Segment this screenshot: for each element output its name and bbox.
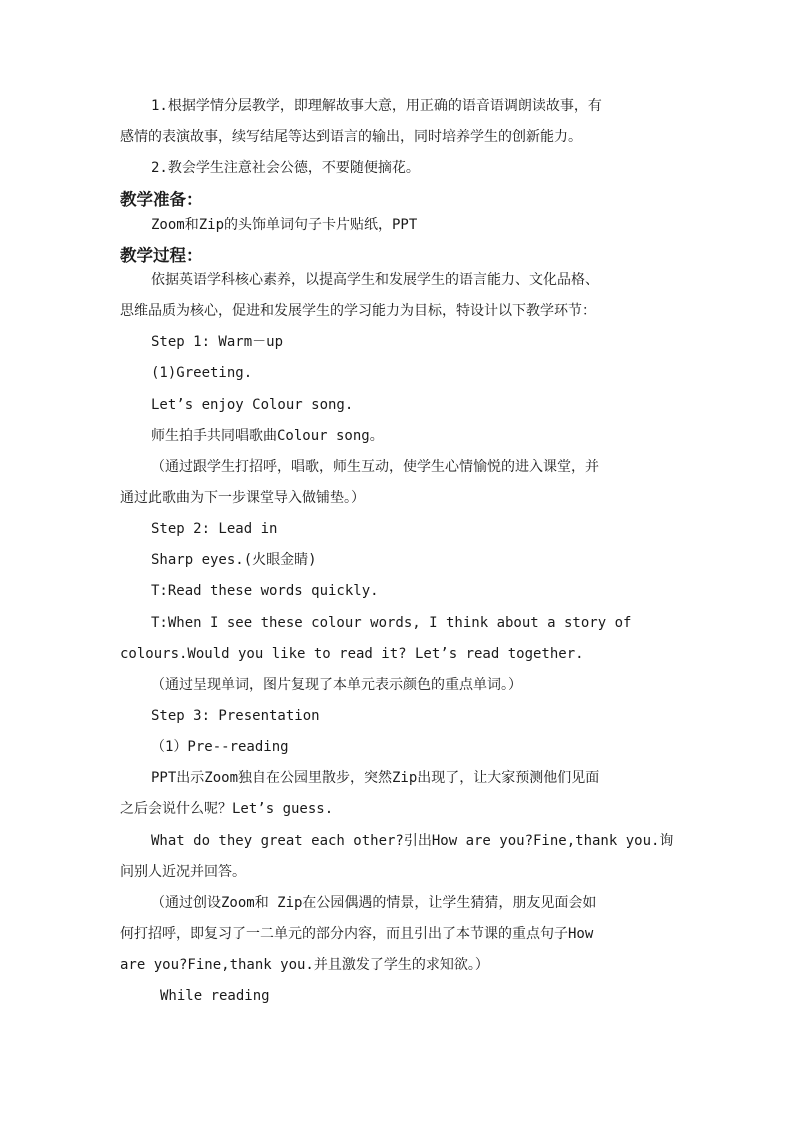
step3-what-line-1: What do they great each other?引出How are you?Fine,thank you.询	[151, 833, 674, 849]
step2-sharp-eyes: Sharp eyes.(火眼金睛)	[151, 552, 317, 568]
step2-when-line-2: colours.Would you like to read it? Let’s read together.	[120, 646, 584, 662]
objective-2: 2.教会学生注意社会公德，不要随便摘花。	[151, 160, 420, 176]
step3-what-line-2: 问别人近况并回答。	[120, 864, 246, 880]
step3-title: Step 3: Presentation	[151, 708, 320, 724]
step3-note-line-3: are you?Fine,thank you.并且激发了学生的求知欲。）	[120, 957, 489, 973]
step1-title: Step 1: Warm－up	[151, 334, 284, 350]
step1-note-line-1: （通过跟学生打招呼，唱歌，师生互动，使学生心情愉悦的进入课堂，并	[151, 459, 599, 475]
process-intro-line-2: 思维品质为核心，促进和发展学生的学习能力为目标，特设计以下教学环节：	[120, 303, 596, 319]
step3-ppt-line-1: PPT出示Zoom独自在公园里散步，突然Zip出现了，让大家预测他们见面	[151, 770, 600, 786]
preparation-text: Zoom和Zip的头饰单词句子卡片贴纸，PPT	[151, 217, 418, 233]
step2-title: Step 2: Lead in	[151, 521, 278, 537]
step2-note: （通过呈现单词，图片复现了本单元表示颜色的重点单词。）	[151, 677, 522, 693]
step3-pre-reading: （1）Pre--reading	[151, 739, 289, 755]
preparation-heading: 教学准备：	[120, 190, 203, 209]
step2-when-line-1: T:When I see these colour words, I think about a story of	[151, 615, 632, 631]
process-heading: 教学过程：	[120, 246, 203, 265]
step3-while-reading: While reading	[160, 988, 270, 1004]
step1-song: Let’s enjoy Colour song.	[151, 397, 354, 413]
objective-1-line-1: 1.根据学情分层教学，即理解故事大意，用正确的语音语调朗读故事，有	[151, 98, 602, 114]
step1-greeting: (1)Greeting.	[151, 365, 253, 381]
step1-sing: 师生拍手共同唱歌曲Colour song。	[151, 428, 384, 444]
step2-read: T:Read these words quickly.	[151, 583, 379, 599]
process-intro-line-1: 依据英语学科核心素养，以提高学生和发展学生的语言能力、文化品格、	[151, 272, 599, 288]
step3-note-line-1: （通过创设Zoom和 Zip在公园偶遇的情景，让学生猜猜，朋友见面会如	[151, 895, 597, 911]
step1-note-line-2: 通过此歌曲为下一步课堂导入做铺垫。）	[120, 490, 365, 506]
objective-1-line-2: 感情的表演故事，续写结尾等达到语言的输出，同时培养学生的创新能力。	[120, 129, 582, 145]
step3-note-line-2: 何打招呼，即复习了一二单元的部分内容，而且引出了本节课的重点句子How	[120, 926, 594, 942]
step3-ppt-line-2: 之后会说什么呢？Let’s guess.	[120, 801, 334, 817]
